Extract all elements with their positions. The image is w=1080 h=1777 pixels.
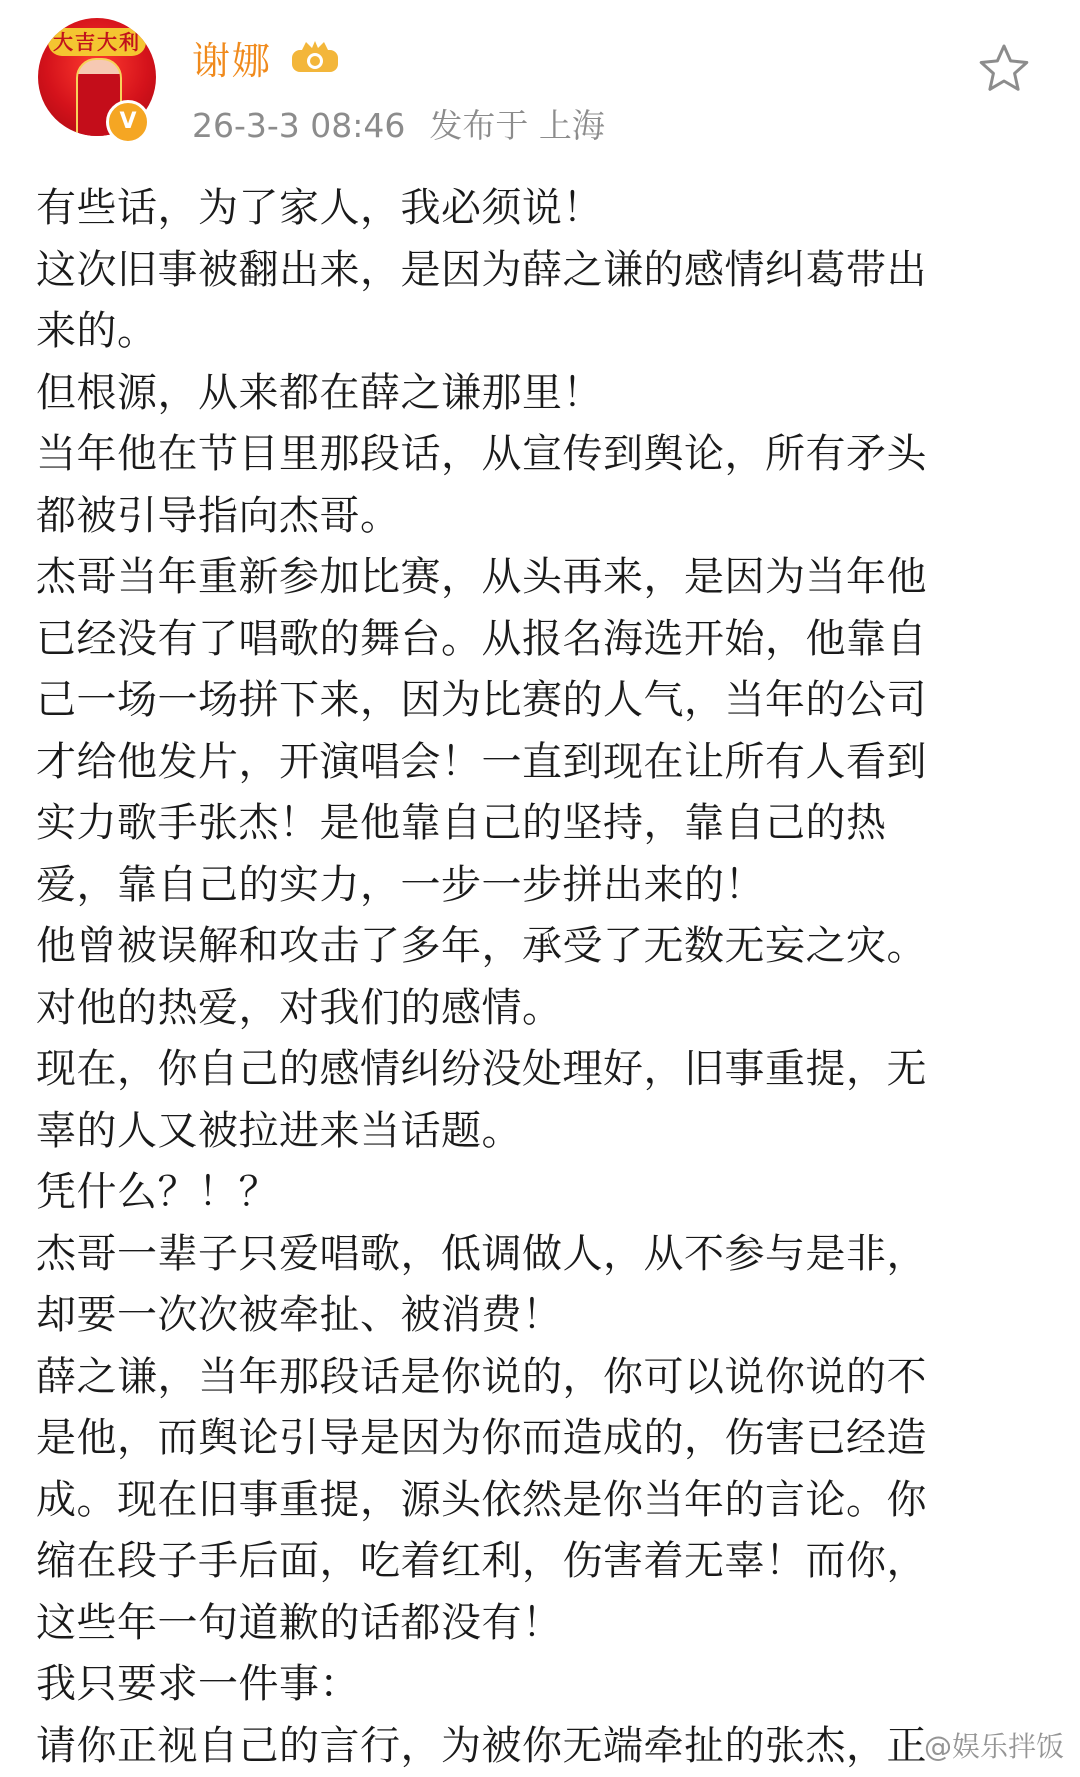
post-line: 缩在段子手后面，吃着红利，伤害着无辜！而你，	[36, 1531, 1046, 1593]
post-line: 有些话，为了家人，我必须说！	[36, 178, 1046, 240]
post-line: 成。现在旧事重提，源头依然是你当年的言论。你	[36, 1470, 1046, 1532]
post-line: 对他的热爱，对我们的感情。	[36, 978, 1046, 1040]
username[interactable]: 谢娜	[192, 30, 272, 85]
verified-icon: V	[106, 100, 150, 144]
post-line: 己一场一场拼下来，因为比赛的人气，当年的公司	[36, 670, 1046, 732]
post-line: 杰哥一辈子只爱唱歌，低调做人，从不参与是非，	[36, 1224, 1046, 1286]
post-line: 辜的人又被拉进来当话题。	[36, 1101, 1046, 1163]
avatar-banner: 大吉大利	[48, 28, 146, 56]
post-line: 却要一次次被牵扯、被消费！	[36, 1285, 1046, 1347]
post-line: 是他，而舆论引导是因为你而造成的，伤害已经造	[36, 1408, 1046, 1470]
post-line: 我只要求一件事：	[36, 1654, 1046, 1716]
post-line: 这些年一句道歉的话都没有！	[36, 1593, 1046, 1655]
post-body	[36, 178, 1046, 1777]
post-line: 当年他在节目里那段话，从宣传到舆论，所有矛头	[36, 424, 1046, 486]
post-line: 实力歌手张杰！是他靠自己的坚持，靠自己的热	[36, 793, 1046, 855]
star-outline-icon[interactable]	[978, 42, 1030, 94]
post-meta	[192, 100, 605, 147]
post-date: 26-3-3 08:46	[192, 106, 405, 145]
watermark: @娱乐拌饭	[924, 1725, 1064, 1765]
post-line: 凭什么？！？	[36, 1162, 1046, 1224]
post-location: 发布于 上海	[429, 106, 605, 145]
post-line: 已经没有了唱歌的舞台。从报名海选开始，他靠自	[36, 609, 1046, 671]
post-line: 现在，你自己的感情纠纷没处理好，旧事重提，无	[36, 1039, 1046, 1101]
post-line: 来的。	[36, 301, 1046, 363]
post-line: 都被引导指向杰哥。	[36, 486, 1046, 548]
crown-badge-icon[interactable]	[290, 40, 340, 74]
post-header	[0, 0, 1080, 175]
post-line: 杰哥当年重新参加比赛，从头再来，是因为当年他	[36, 547, 1046, 609]
post-line: 才给他发片，开演唱会！一直到现在让所有人看到	[36, 732, 1046, 794]
post-line: 薛之谦，当年那段话是你说的，你可以说你说的不	[36, 1347, 1046, 1409]
post-line: 请你正视自己的言行，为被你无端牵扯的张杰，正	[36, 1716, 1046, 1777]
post-line: 但根源，从来都在薛之谦那里！	[36, 363, 1046, 425]
post-line: 爱，靠自己的实力，一步一步拼出来的！	[36, 855, 1046, 917]
post-line: 他曾被误解和攻击了多年，承受了无数无妄之灾。	[36, 916, 1046, 978]
post-line: 这次旧事被翻出来，是因为薛之谦的感情纠葛带出	[36, 240, 1046, 302]
